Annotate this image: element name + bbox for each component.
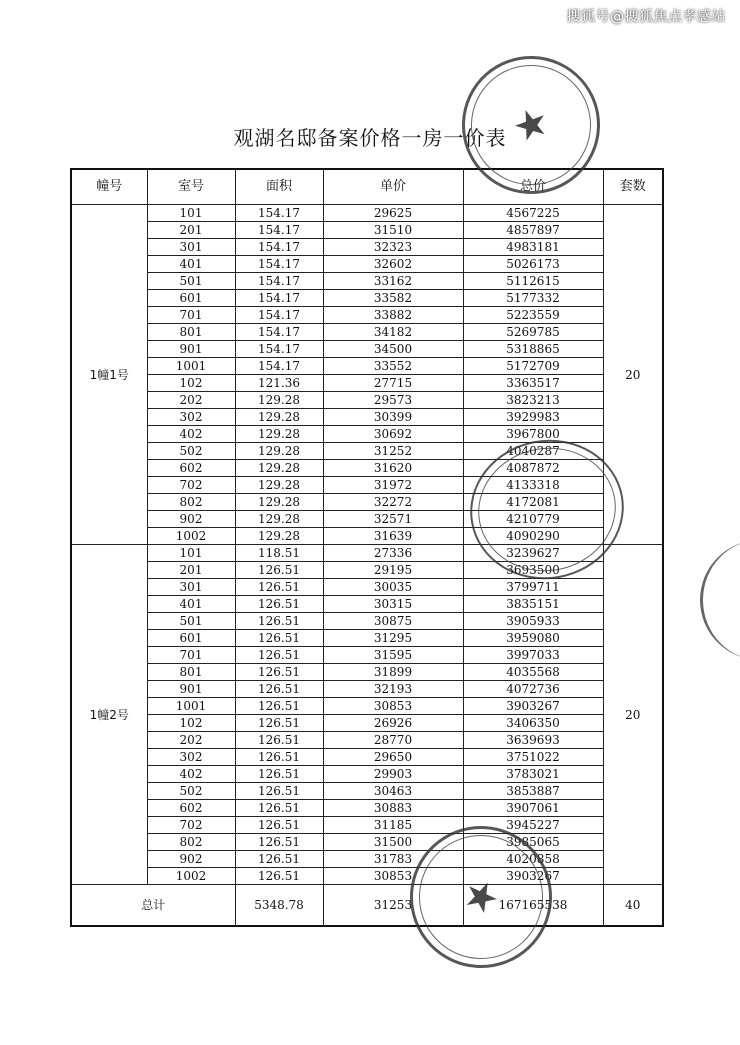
area-cell: 126.51 (235, 698, 323, 715)
total-cell: 4210779 (463, 511, 603, 528)
total-cell: 3639693 (463, 732, 603, 749)
total-cell: 5223559 (463, 307, 603, 324)
units-cell: 20 (603, 545, 663, 885)
room-cell: 302 (147, 409, 235, 426)
unit-price-cell: 31510 (323, 222, 463, 239)
room-cell: 702 (147, 477, 235, 494)
room-cell: 601 (147, 630, 235, 647)
total-cell: 3959080 (463, 630, 603, 647)
unit-price-cell: 31500 (323, 834, 463, 851)
room-cell: 102 (147, 375, 235, 392)
total-cell: 4040287 (463, 443, 603, 460)
area-cell: 126.51 (235, 681, 323, 698)
table-row (71, 647, 663, 664)
total-cell: 3783021 (463, 766, 603, 783)
area-cell: 126.51 (235, 851, 323, 868)
area-cell: 154.17 (235, 290, 323, 307)
room-cell: 601 (147, 290, 235, 307)
unit-price-cell: 28770 (323, 732, 463, 749)
total-cell: 4172081 (463, 494, 603, 511)
table-row (71, 596, 663, 613)
area-cell: 129.28 (235, 511, 323, 528)
room-cell: 801 (147, 664, 235, 681)
room-cell: 201 (147, 562, 235, 579)
table-row (71, 290, 663, 307)
table-row (71, 222, 663, 239)
area-cell: 126.51 (235, 647, 323, 664)
room-cell: 302 (147, 749, 235, 766)
room-cell: 902 (147, 511, 235, 528)
unit-price-cell: 29573 (323, 392, 463, 409)
table-row (71, 613, 663, 630)
total-cell: 3907061 (463, 800, 603, 817)
area-cell: 126.51 (235, 800, 323, 817)
unit-price-cell: 26926 (323, 715, 463, 732)
room-cell: 1001 (147, 698, 235, 715)
room-cell: 402 (147, 426, 235, 443)
unit-price-cell: 31620 (323, 460, 463, 477)
unit-price-cell: 31972 (323, 477, 463, 494)
area-cell: 154.17 (235, 273, 323, 290)
room-cell: 401 (147, 256, 235, 273)
unit-price-cell: 34182 (323, 324, 463, 341)
total-label: 总计 (71, 885, 235, 927)
total-cell: 3799711 (463, 579, 603, 596)
total-cell: 3985065 (463, 834, 603, 851)
total-cell: 3903267 (463, 868, 603, 885)
room-cell: 201 (147, 222, 235, 239)
header-area: 面积 (235, 169, 323, 205)
unit-price-cell: 30399 (323, 409, 463, 426)
total-units: 40 (603, 885, 663, 927)
total-cell: 3903267 (463, 698, 603, 715)
total-cell: 4072736 (463, 681, 603, 698)
partial-seal-edge (700, 540, 740, 660)
area-cell: 154.17 (235, 307, 323, 324)
header-building: 幢号 (71, 169, 147, 205)
area-cell: 126.51 (235, 868, 323, 885)
area-cell: 126.51 (235, 732, 323, 749)
room-cell: 101 (147, 545, 235, 562)
table-row (71, 800, 663, 817)
room-cell: 801 (147, 324, 235, 341)
area-cell: 129.28 (235, 443, 323, 460)
table-row (71, 358, 663, 375)
table-row (71, 324, 663, 341)
total-cell: 4857897 (463, 222, 603, 239)
area-cell: 126.51 (235, 630, 323, 647)
table-row (71, 749, 663, 766)
unit-price-cell: 33582 (323, 290, 463, 307)
table-row (71, 851, 663, 868)
room-cell: 701 (147, 647, 235, 664)
header-total: 总价 (463, 169, 603, 205)
total-cell: 3967800 (463, 426, 603, 443)
room-cell: 902 (147, 851, 235, 868)
table-row (71, 732, 663, 749)
total-cell: 5112615 (463, 273, 603, 290)
total-cell: 3823213 (463, 392, 603, 409)
area-cell: 126.51 (235, 817, 323, 834)
room-cell: 802 (147, 834, 235, 851)
unit-price-cell: 30035 (323, 579, 463, 596)
header-unit-price: 单价 (323, 169, 463, 205)
header-units: 套数 (603, 169, 663, 205)
total-cell: 3853887 (463, 783, 603, 800)
total-row (71, 885, 663, 927)
total-cell: 4090290 (463, 528, 603, 545)
total-cell: 3929983 (463, 409, 603, 426)
area-cell: 154.17 (235, 222, 323, 239)
table-row (71, 698, 663, 715)
unit-price-cell: 32602 (323, 256, 463, 273)
unit-price-cell: 29625 (323, 205, 463, 222)
units-cell: 20 (603, 205, 663, 545)
unit-price-cell: 30875 (323, 613, 463, 630)
area-cell: 126.51 (235, 749, 323, 766)
unit-price-cell: 34500 (323, 341, 463, 358)
table-row (71, 715, 663, 732)
total-unit-price: 31253 (323, 885, 463, 927)
area-cell: 126.51 (235, 664, 323, 681)
company-seal-top: ★ (443, 37, 620, 214)
page-title: 观湖名邸备案价格一房一价表 (233, 126, 507, 150)
room-cell: 401 (147, 596, 235, 613)
room-cell: 202 (147, 732, 235, 749)
room-cell: 1002 (147, 528, 235, 545)
room-cell: 701 (147, 307, 235, 324)
header-room: 室号 (147, 169, 235, 205)
area-cell: 129.28 (235, 528, 323, 545)
table-row (71, 579, 663, 596)
unit-price-cell: 31252 (323, 443, 463, 460)
unit-price-cell: 32571 (323, 511, 463, 528)
room-cell: 501 (147, 613, 235, 630)
area-cell: 129.28 (235, 409, 323, 426)
total-cell: 4020858 (463, 851, 603, 868)
total-cell: 5026173 (463, 256, 603, 273)
table-row (71, 426, 663, 443)
unit-price-cell: 30315 (323, 596, 463, 613)
total-cell: 3835151 (463, 596, 603, 613)
area-cell: 154.17 (235, 324, 323, 341)
table-row (71, 664, 663, 681)
total-area: 5348.78 (235, 885, 323, 927)
room-cell: 301 (147, 579, 235, 596)
total-cell: 5177332 (463, 290, 603, 307)
area-cell: 121.36 (235, 375, 323, 392)
total-cell: 4035568 (463, 664, 603, 681)
area-cell: 129.28 (235, 426, 323, 443)
table-row (71, 630, 663, 647)
total-cell: 3239627 (463, 545, 603, 562)
total-cell: 5269785 (463, 324, 603, 341)
unit-price-cell: 30853 (323, 698, 463, 715)
company-seal-bottom: ★ (387, 803, 576, 992)
unit-price-cell: 33552 (323, 358, 463, 375)
area-cell: 126.51 (235, 613, 323, 630)
area-cell: 126.51 (235, 766, 323, 783)
table-row (71, 409, 663, 426)
room-cell: 402 (147, 766, 235, 783)
room-cell: 1002 (147, 868, 235, 885)
unit-price-cell: 30853 (323, 868, 463, 885)
room-cell: 101 (147, 205, 235, 222)
table-row (71, 817, 663, 834)
total-cell: 4983181 (463, 239, 603, 256)
total-cell: 3945227 (463, 817, 603, 834)
unit-price-cell: 30883 (323, 800, 463, 817)
table-row (71, 868, 663, 885)
total-cell: 5172709 (463, 358, 603, 375)
area-cell: 129.28 (235, 494, 323, 511)
total-cell: 3997033 (463, 647, 603, 664)
total-cell: 4567225 (463, 205, 603, 222)
unit-price-cell: 27336 (323, 545, 463, 562)
area-cell: 129.28 (235, 477, 323, 494)
room-cell: 702 (147, 817, 235, 834)
area-cell: 126.51 (235, 783, 323, 800)
area-cell: 126.51 (235, 834, 323, 851)
table-row (71, 681, 663, 698)
area-cell: 126.51 (235, 562, 323, 579)
table-row (71, 239, 663, 256)
total-cell: 4133318 (463, 477, 603, 494)
table-row (71, 783, 663, 800)
area-cell: 154.17 (235, 341, 323, 358)
room-cell: 802 (147, 494, 235, 511)
table-row (71, 307, 663, 324)
table-row (71, 341, 663, 358)
table-row (71, 256, 663, 273)
area-cell: 154.17 (235, 358, 323, 375)
room-cell: 502 (147, 443, 235, 460)
table-row (71, 205, 663, 222)
table-row (71, 834, 663, 851)
total-cell: 3693500 (463, 562, 603, 579)
unit-price-cell: 31899 (323, 664, 463, 681)
area-cell: 129.28 (235, 392, 323, 409)
area-cell: 126.51 (235, 596, 323, 613)
room-cell: 901 (147, 341, 235, 358)
total-cell: 3905933 (463, 613, 603, 630)
room-cell: 602 (147, 460, 235, 477)
unit-price-cell: 27715 (323, 375, 463, 392)
table-row (71, 375, 663, 392)
total-price: 167165538 (463, 885, 603, 927)
total-cell: 3751022 (463, 749, 603, 766)
room-cell: 202 (147, 392, 235, 409)
unit-price-cell: 29650 (323, 749, 463, 766)
building-cell: 1幢1号 (71, 205, 147, 545)
unit-price-cell: 31295 (323, 630, 463, 647)
unit-price-cell: 33882 (323, 307, 463, 324)
watermark: 搜狐号@搜狐焦点孝感站 (566, 9, 726, 25)
unit-price-cell: 29903 (323, 766, 463, 783)
total-cell: 3363517 (463, 375, 603, 392)
room-cell: 501 (147, 273, 235, 290)
room-cell: 602 (147, 800, 235, 817)
table-row (71, 392, 663, 409)
unit-price-cell: 31595 (323, 647, 463, 664)
unit-price-cell: 30463 (323, 783, 463, 800)
area-cell: 154.17 (235, 256, 323, 273)
area-cell: 154.17 (235, 239, 323, 256)
total-cell: 5318865 (463, 341, 603, 358)
unit-price-cell: 32323 (323, 239, 463, 256)
area-cell: 126.51 (235, 715, 323, 732)
table-row (71, 273, 663, 290)
unit-price-cell: 32272 (323, 494, 463, 511)
unit-price-cell: 31185 (323, 817, 463, 834)
unit-price-cell: 29195 (323, 562, 463, 579)
total-cell: 4087872 (463, 460, 603, 477)
building-cell: 1幢2号 (71, 545, 147, 885)
room-cell: 301 (147, 239, 235, 256)
room-cell: 102 (147, 715, 235, 732)
room-cell: 901 (147, 681, 235, 698)
unit-price-cell: 32193 (323, 681, 463, 698)
room-cell: 1001 (147, 358, 235, 375)
unit-price-cell: 31639 (323, 528, 463, 545)
room-cell: 502 (147, 783, 235, 800)
unit-price-cell: 33162 (323, 273, 463, 290)
area-cell: 118.51 (235, 545, 323, 562)
area-cell: 154.17 (235, 205, 323, 222)
area-cell: 126.51 (235, 579, 323, 596)
unit-price-cell: 31783 (323, 851, 463, 868)
unit-price-cell: 30692 (323, 426, 463, 443)
table-row (71, 766, 663, 783)
total-cell: 3406350 (463, 715, 603, 732)
area-cell: 129.28 (235, 460, 323, 477)
